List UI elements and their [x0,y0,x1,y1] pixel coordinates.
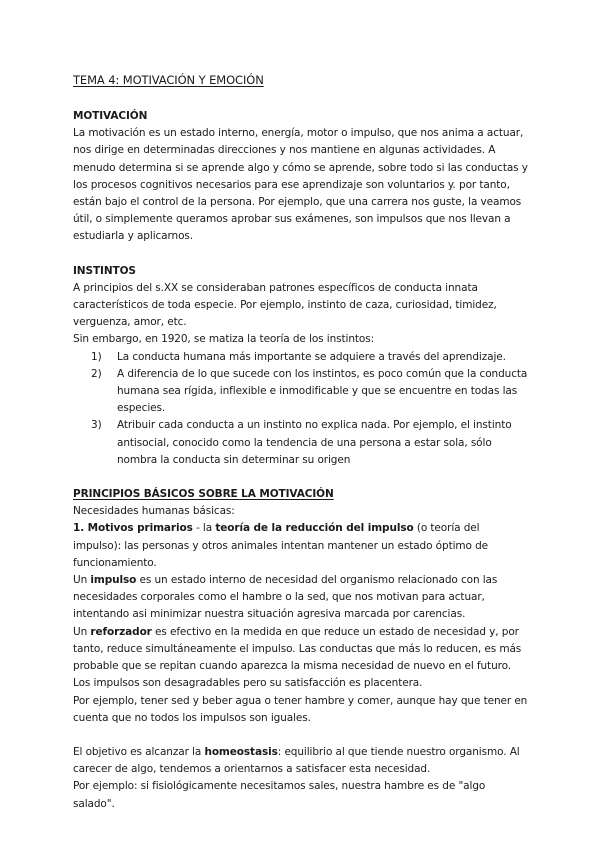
list-item-number: 2) [91,367,102,380]
homeostasis-label: homeostasis [204,745,278,758]
reforzador-text: es efectivo en la medida en que reduce un estado de necesidad y, por tanto, reduce simultáneamente el impulso. Las conductas que más lo reducen, es más probable que se repitan cuando aparezca la misma necesidad de nuevo en el futuro. [73,625,522,673]
list-item-text: Atribuir cada conducta a un instinto no explica nada. Por ejemplo, el instinto antisocial, conocido como la tendencia de una persona a estar sola, sólo nombra la conducta sin determinar su origen [117,419,512,466]
motivos-primarios-text: (o teoría del impulso): las personas y otros animales intentan mantener un estado óptimo de funcionamiento. [73,522,489,569]
impulso-pre: Un [73,574,91,587]
reforzador-pre: Un [73,625,91,638]
paragraph-instintos-lead: Sin embargo, en 1920, se matiza la teoría de los instintos: [73,333,375,346]
list-item-text: La conducta humana más importante se adquiere a través del aprendizaje. [117,350,506,363]
paragraph-impulso [73,572,530,624]
impulso-text: es un estado interno de necesidad del organismo relacionado con las necesidades corporales como el hambre o la sed, que nos motivan para actuar, intentando asi minimizar nuestra situación agresiva marcada por carencias. [73,574,498,621]
motivos-primarios-label: 1. Motivos primarios [73,522,193,535]
reforzador-label: reforzador [90,625,152,638]
section-heading-principios: PRINCIPIOS BÁSICOS SOBRE LA MOTIVACIÓN [73,488,334,501]
objetivo-text: : equilibrio al que tiende nuestro organismo. Al carecer de algo, tendemos a orientarnos a satisfacer esta necesidad. [73,745,520,776]
spacer [73,727,530,744]
teoria-reduccion-label: teoría de la reducción del impulso [215,522,414,535]
impulso-label: impulso [90,574,137,587]
paragraph-motivos-primarios [73,520,530,572]
paragraph-impulsos-desagradables: Los impulsos son desagradables pero su satisfacción es placentera. [73,677,423,690]
paragraph-homeostasis [73,744,530,778]
list-item-number: 3) [91,419,102,432]
paragraph-necesidades: Necesidades humanas básicas: [73,505,235,518]
list-item-text: A diferencia de lo que sucede con los instintos, es poco común que la conducta humana sea rígida, inflexible e inmodificable y que se encuentre en todas las especies. [117,367,528,415]
objetivo-pre: El objetivo es alcanzar la [73,745,205,758]
list-item [91,417,530,469]
paragraph-motivacion: La motivación es un estado interno, energía, motor o impulso, que nos anima a actuar, nos dirige en determinadas direcciones y nos mantiene en algunas actividades. A menudo determina si se aprende algo y cómo se aprende, sobre todo si las conductas y los procesos cognitivos necesarios para ese aprendizaje son voluntarios y. por tanto, están bajo el control de la persona. Por ejemplo, que una carrera nos guste, la veamos útil, o simplemente queramos aprobar sus exámenes, son impulsos que nos llevan a estudiarla y aplicarnos. [73,127,528,243]
section-heading-instintos: INSTINTOS [73,264,136,277]
section-heading-motivacion: MOTIVACIÓN [73,110,148,122]
instintos-list [73,349,530,469]
document-title: TEMA 4: MOTIVACIÓN Y EMOCIÓN [73,73,264,87]
paragraph-instintos-intro: A principios del s.XX se consideraban patrones específicos de conducta innata característicos de toda especie. Por ejemplo, instinto de caza, curiosidad, timidez, verguenza, amor, etc. [73,281,497,329]
paragraph-ejemplo-sed: Por ejemplo, tener sed y beber agua o tener hambre y comer, aunque hay que tener en cuenta que no todos los impulsos son iguales. [73,694,528,724]
list-item [91,349,530,366]
motivos-dash: - la [192,522,216,535]
list-item [91,366,530,418]
spacer [73,246,530,263]
paragraph-ejemplo-sales: Por ejemplo: si fisiológicamente necesitamos sales, nuestra hambre es de "algo salado". [73,780,486,810]
paragraph-reforzador [73,624,530,676]
list-item-number: 1) [91,350,102,363]
spacer [73,469,530,486]
